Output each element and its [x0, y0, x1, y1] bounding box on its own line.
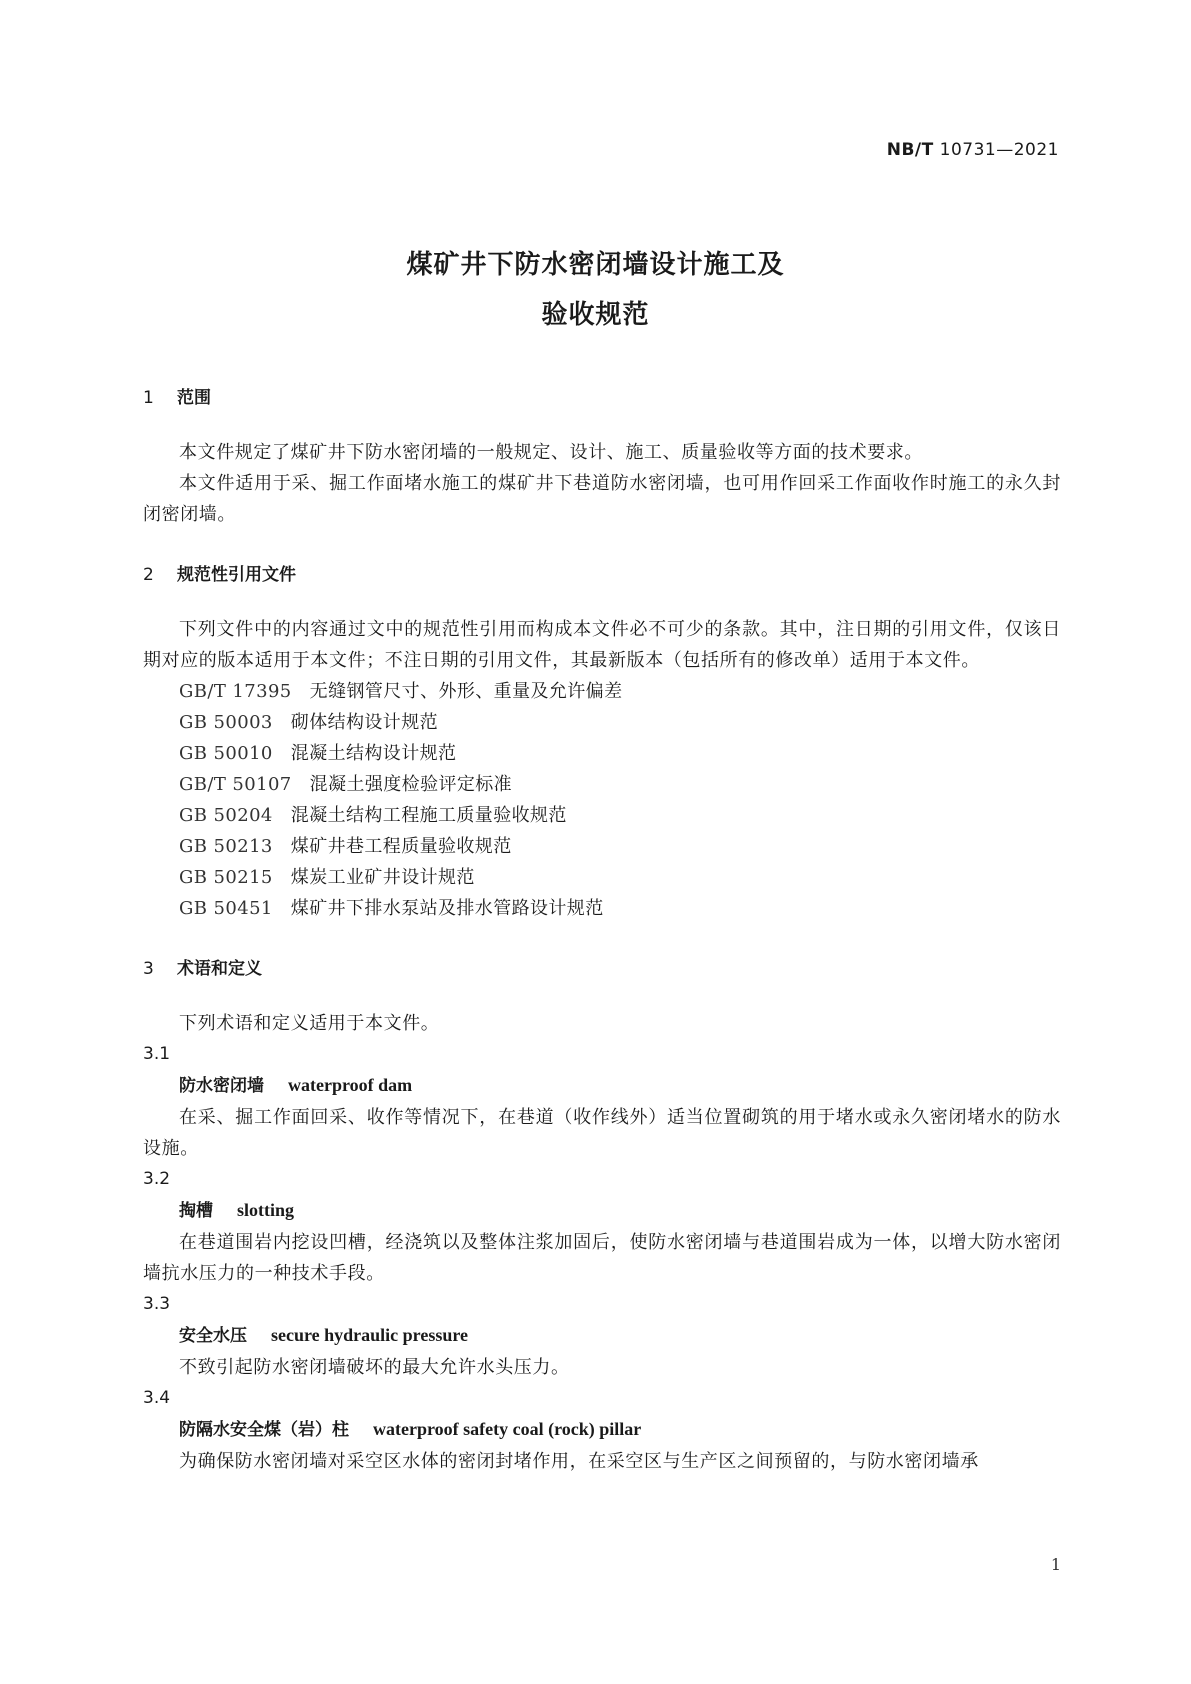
reference-code: GB 50213: [179, 836, 273, 857]
reference-title: 混凝土结构工程施工质量验收规范: [290, 805, 567, 826]
reference-item: [143, 831, 1061, 862]
reference-item: [143, 738, 1061, 769]
title-line-1: 煤矿井下防水密闭墙设计施工及: [406, 250, 785, 280]
reference-code: GB 50003: [179, 712, 273, 733]
term-entry: [143, 1383, 1061, 1477]
section-title: 规范性引用文件: [177, 565, 296, 585]
term-definition: 为确保防水密闭墙对采空区水体的密闭封堵作用，在采空区与生产区之间预留的，与防水密闭墙承: [179, 1451, 979, 1472]
section-title: 术语和定义: [177, 959, 262, 979]
reference-item: [143, 707, 1061, 738]
reference-code: GB/T 17395: [179, 681, 292, 702]
term-name-en: waterproof dam: [288, 1075, 413, 1095]
term-name-en: secure hydraulic pressure: [271, 1325, 468, 1345]
reference-item: [143, 769, 1061, 800]
standard-prefix: NB/T: [886, 140, 934, 160]
term-definition: 在巷道围岩内挖设凹槽，经浇筑以及整体注浆加固后，使防水密闭墙与巷道围岩成为一体，以增大防水密闭墙抗水压力的一种技术手段。: [143, 1232, 1061, 1284]
reference-item: [143, 676, 1061, 707]
section-title: 范围: [177, 388, 211, 408]
paragraph: 下列文件中的内容通过文中的规范性引用而构成本文件必不可少的条款。其中，注日期的引用文件，仅该日期对应的版本适用于本文件；不注日期的引用文件，其最新版本（包括所有的修改单）适用于本文件。: [143, 619, 1061, 671]
reference-item: [143, 800, 1061, 831]
reference-code: GB 50215: [179, 867, 273, 888]
reference-title: 无缝钢管尺寸、外形、重量及允许偏差: [309, 681, 623, 702]
reference-title: 混凝土强度检验评定标准: [309, 774, 513, 795]
term-number: 3.1: [143, 1044, 171, 1064]
term-number: 3.4: [143, 1388, 171, 1408]
reference-title: 砌体结构设计规范: [290, 712, 438, 733]
term-name-zh: 安全水压: [179, 1326, 247, 1346]
title-line-2: 验收规范: [541, 300, 650, 330]
reference-code: GB/T 50107: [179, 774, 292, 795]
reference-code: GB 50451: [179, 898, 273, 919]
reference-item: [143, 893, 1061, 924]
term-name: [143, 1195, 1061, 1227]
term-number: 3.3: [143, 1294, 171, 1314]
term-definition: 在采、掘工作面回采、收作等情况下，在巷道（收作线外）适当位置砌筑的用于堵水或永久密闭堵水的防水设施。: [143, 1107, 1061, 1159]
term-name: [143, 1414, 1061, 1446]
section-heading-terms: [143, 954, 1061, 984]
term-name-zh: 防水密闭墙: [179, 1076, 264, 1096]
document-title: [0, 240, 1191, 340]
paragraph: 本文件规定了煤矿井下防水密闭墙的一般规定、设计、施工、质量验收等方面的技术要求。: [179, 442, 923, 463]
reference-title: 煤矿井巷工程质量验收规范: [290, 836, 512, 857]
section-number: 2: [143, 565, 154, 585]
section-number: 1: [143, 388, 154, 408]
term-name-zh: 防隔水安全煤（岩）柱: [179, 1420, 349, 1440]
term-name-zh: 掏槽: [179, 1201, 213, 1221]
standard-number: 10731—2021: [939, 140, 1059, 160]
standard-code: [887, 140, 1059, 160]
page-number: 1: [1050, 1555, 1061, 1574]
reference-item: [143, 862, 1061, 893]
term-entry: [143, 1289, 1061, 1383]
term-definition: 不致引起防水密闭墙破坏的最大允许水头压力。: [179, 1357, 570, 1378]
reference-code: GB 50204: [179, 805, 273, 826]
document-body: [143, 383, 1061, 1477]
term-name-en: slotting: [237, 1200, 295, 1220]
term-name: [143, 1070, 1061, 1102]
section-heading-scope: [143, 383, 1061, 413]
term-name-en: waterproof safety coal (rock) pillar: [373, 1419, 642, 1439]
paragraph: 下列术语和定义适用于本文件。: [179, 1013, 440, 1034]
term-number: 3.2: [143, 1169, 171, 1189]
reference-title: 混凝土结构设计规范: [290, 743, 457, 764]
paragraph: 本文件适用于采、掘工作面堵水施工的煤矿井下巷道防水密闭墙，也可用作回采工作面收作时施工的永久封闭密闭墙。: [143, 473, 1061, 525]
reference-code: GB 50010: [179, 743, 273, 764]
reference-title: 煤炭工业矿井设计规范: [290, 867, 475, 888]
section-number: 3: [143, 959, 154, 979]
term-entry: [143, 1039, 1061, 1164]
section-heading-references: [143, 560, 1061, 590]
reference-title: 煤矿井下排水泵站及排水管路设计规范: [290, 898, 604, 919]
term-name: [143, 1320, 1061, 1352]
term-entry: [143, 1164, 1061, 1289]
